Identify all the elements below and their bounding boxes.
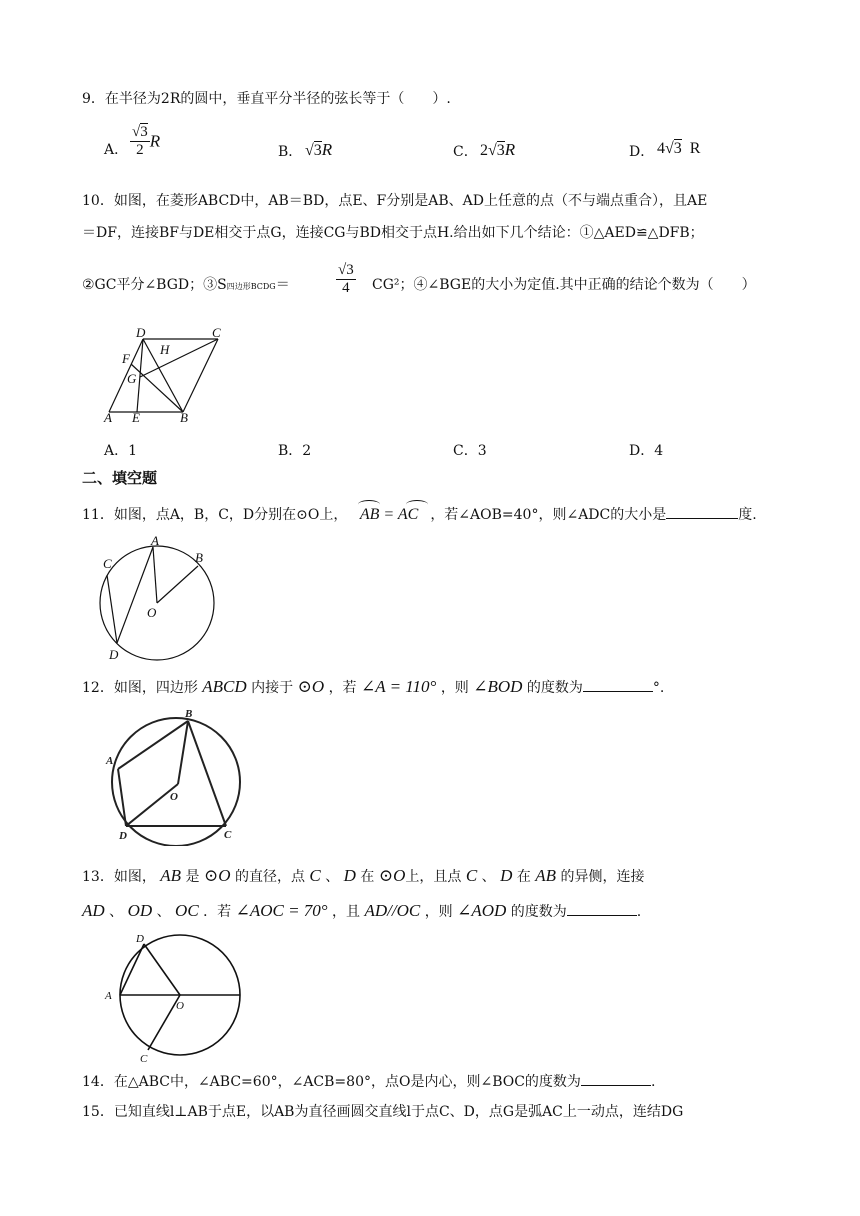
q10-line2: ＝DF，连接BF与DE相交于点G，连接CG与BD相交于点H.给出如下几个结论：①△AED≌△DFB；: [82, 225, 704, 241]
q10-label-f: F: [122, 351, 130, 366]
q13-label-o: O: [176, 1000, 184, 1012]
q10-frac-num: √3: [338, 262, 354, 278]
q10-label-d: D: [136, 325, 146, 340]
q10-label-g: G: [127, 371, 137, 386]
q11-arc-equality: AB = AC: [352, 506, 431, 523]
q10-line1: 10．如图，在菱形ABCD中，AB＝BD，点E、F分别是AB、AD上任意的点（不与端点重合），且AE: [82, 193, 708, 209]
q10-line3-b: ＝: [275, 277, 290, 293]
q12-circle-figure: [104, 706, 244, 846]
q10-rhombus-figure: [100, 325, 225, 425]
q10-option-c: C．3: [453, 443, 487, 459]
q12-label-c: C: [224, 829, 232, 841]
q11-label-o: O: [147, 605, 157, 620]
q14-stem: 14．在△ABC中，∠ABC=60°，∠ACB=80°，点O是内心，则∠BOC的度数为 .: [82, 1070, 655, 1092]
q12-stem: 12．如图，四边形 ABCD 内接于 ⊙O ，若 ∠A = 110° ，则 ∠BOD 的度数为 °.: [82, 677, 665, 696]
q11-label-d: D: [109, 647, 119, 662]
q13-circle-figure: [100, 930, 245, 1062]
q11-text-a: 11．如图，点A，B，C，D分别在⊙O上，: [82, 507, 348, 523]
q13-line1: 13．如图， AB 是 ⊙O 的直径，点 C 、 D 在 ⊙O上，且点 C 、 D 在 AB 的异侧，连接: [82, 866, 645, 885]
q12-abcd: ABCD: [202, 677, 247, 696]
q12-angle-a: ∠A = 110°: [361, 677, 437, 696]
q10-label-a: A: [104, 410, 112, 425]
q10-label-c: C: [212, 325, 221, 340]
q10-option-b: B．2: [278, 443, 312, 459]
q11-label-c: C: [103, 556, 112, 571]
q9-option-c-label: C．: [453, 144, 478, 160]
q9-option-d-label: D．: [629, 144, 655, 160]
q10-sub: 四边形BCDG: [226, 282, 276, 291]
q11-answer-blank[interactable]: [666, 503, 738, 519]
q12-angle-bod: ∠BOD: [473, 677, 523, 696]
q9-option-a-value: $\frac{√3}{2}$ R: [132, 124, 161, 158]
q9-option-b-label: B．: [278, 144, 303, 160]
q10-fraction: [336, 262, 356, 297]
q11-circle-figure: [95, 533, 225, 663]
q9-option-c-value: 2√3R: [480, 140, 516, 159]
q10-option-a: A．1: [104, 443, 138, 459]
q13-line2: AD 、 OD 、 OC ．若 ∠AOC = 70° ，且 AD//OC ，则 ∠AOD 的度数为 .: [82, 901, 642, 920]
section-heading-fill-in: 二、填空题: [82, 469, 158, 487]
q9-stem: 9．在半径为2R的圆中，垂直平分半径的弦长等于（ ）.: [82, 91, 451, 107]
q10-option-d: D．4: [629, 443, 664, 459]
q13-label-d: D: [136, 933, 144, 945]
q12-label-d: D: [119, 830, 127, 842]
q10-label-h: H: [160, 342, 170, 357]
q13-label-a: A: [105, 990, 112, 1002]
q10-line3: [82, 275, 290, 297]
q11-stem: [82, 503, 757, 525]
q9-option-a-label: A．: [104, 142, 129, 158]
q12-label-o: O: [170, 791, 178, 803]
q9-option-d-value: 4√3 R: [657, 140, 701, 157]
q11-label-a: A: [151, 533, 159, 548]
q10-label-e: E: [132, 410, 140, 425]
q13-label-c: C: [140, 1053, 148, 1062]
q9-option-b-value: √3R: [305, 140, 333, 159]
q11-text-c: 度.: [738, 507, 757, 523]
q13-answer-blank[interactable]: [567, 900, 637, 916]
q10-frac-den: 4: [342, 280, 350, 296]
q10-line3-c: CG²；④∠BGE的大小为定值.其中正确的结论个数为（ ）: [372, 277, 756, 293]
q12-circle-o: ⊙O: [297, 677, 325, 696]
q12-answer-blank[interactable]: [583, 676, 653, 692]
q10-label-b: B: [180, 410, 188, 425]
q12-label-b: B: [185, 708, 193, 720]
q12-label-a: A: [106, 755, 114, 767]
q14-answer-blank[interactable]: [581, 1070, 651, 1086]
q10-line3-a: ②GC平分∠BGD；③S: [82, 277, 227, 293]
q11-text-b: ，若∠AOB=40°，则∠ADC的大小是: [430, 507, 667, 523]
q15-stem: 15．已知直线l⊥AB于点E，以AB为直径画圆交直线l于点C、D，点G是弧AC上一动点，连结DG: [82, 1104, 684, 1120]
q11-label-b: B: [195, 550, 203, 565]
